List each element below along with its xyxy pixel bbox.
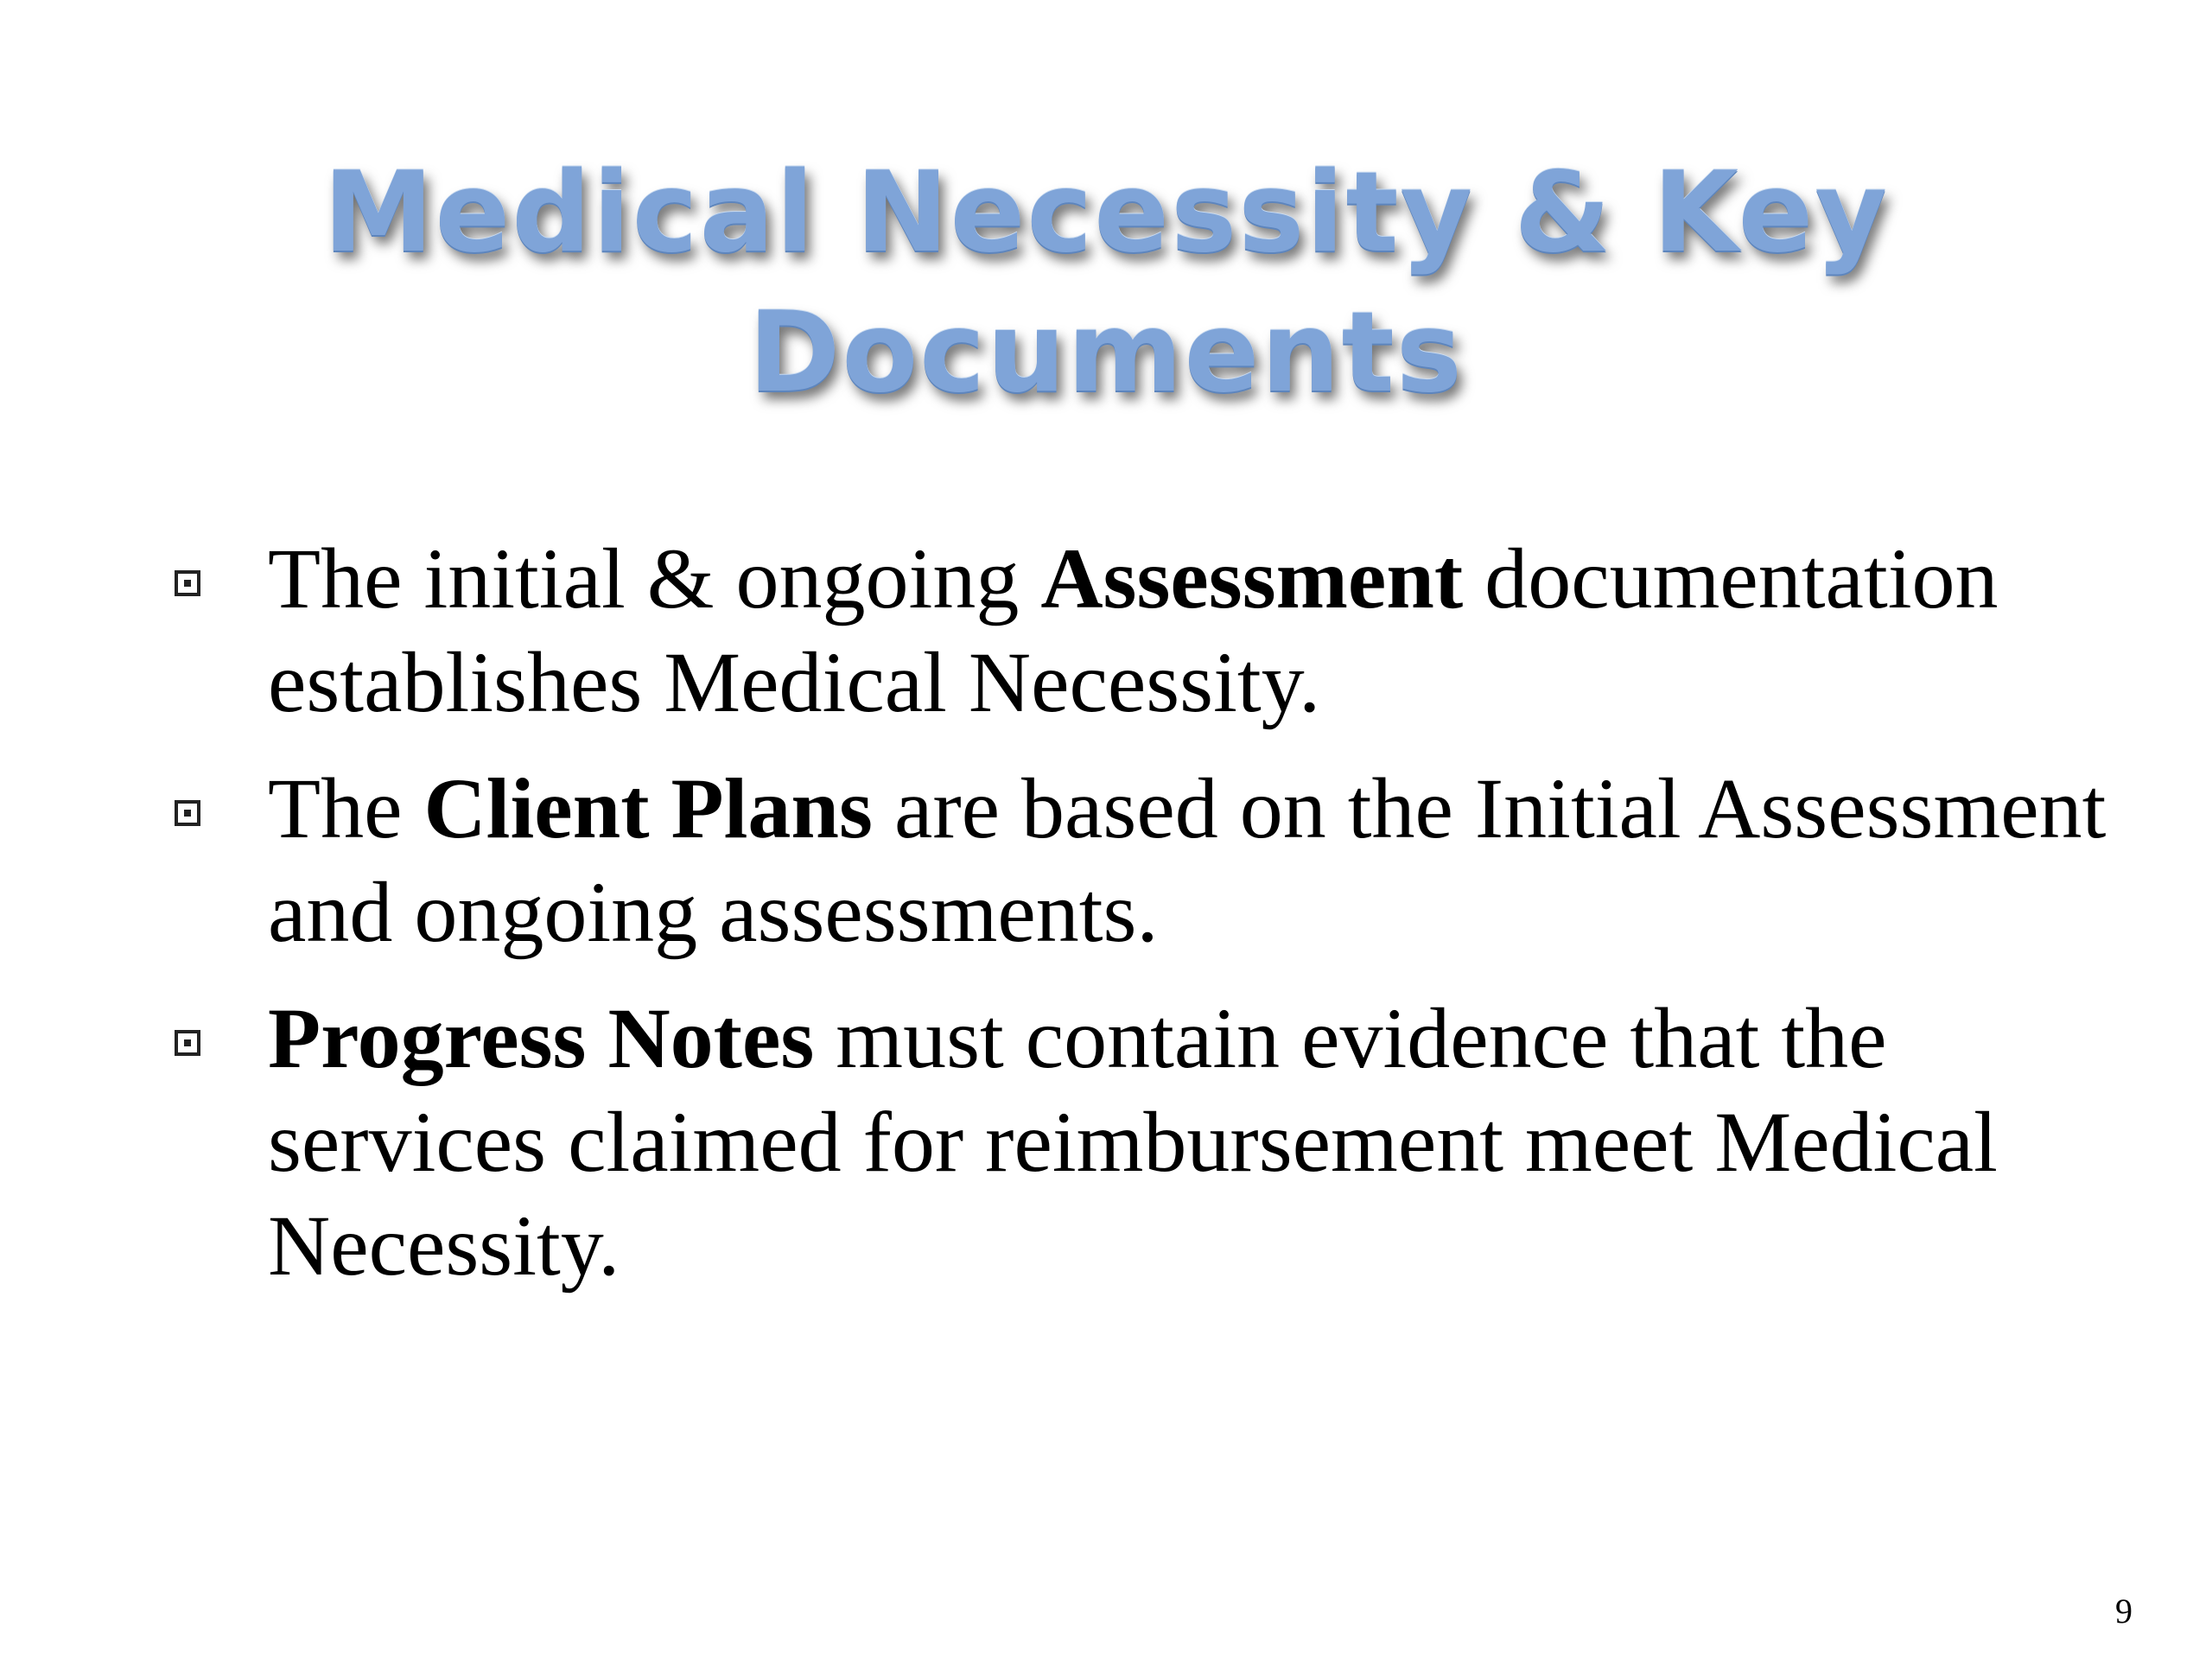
bullet-item-progress-notes bbox=[164, 987, 2117, 1298]
bullet-text-before: The initial & ongoing bbox=[268, 531, 1041, 626]
square-bullet-icon bbox=[175, 800, 200, 826]
bullet-list bbox=[164, 527, 2117, 1320]
bullet-bold-term: Progress Notes bbox=[268, 990, 815, 1086]
square-bullet-icon bbox=[175, 1030, 200, 1056]
slide-title bbox=[0, 143, 2212, 423]
square-bullet-icon bbox=[175, 570, 200, 596]
bullet-bold-term: Assessment bbox=[1040, 531, 1464, 626]
bullet-text-after: are based on the Initial Assessment and ongoing assessments. bbox=[268, 760, 2107, 960]
title-line-1: Medical Necessity & Key bbox=[323, 148, 1889, 277]
bullet-item-client-plans bbox=[164, 757, 2117, 964]
page-number: 9 bbox=[2115, 1592, 2133, 1630]
bullet-text-after: must contain evidence that the services claimed for reimbursement meet Medical Necessity. bbox=[268, 990, 1998, 1294]
bullet-text-after: documentation establishes Medical Necessity. bbox=[268, 531, 1999, 730]
bullet-item-assessment bbox=[164, 527, 2117, 734]
title-line-2: Documents bbox=[748, 288, 1464, 417]
bullet-text-before: The bbox=[268, 760, 424, 856]
bullet-bold-term: Client Plans bbox=[423, 760, 873, 856]
